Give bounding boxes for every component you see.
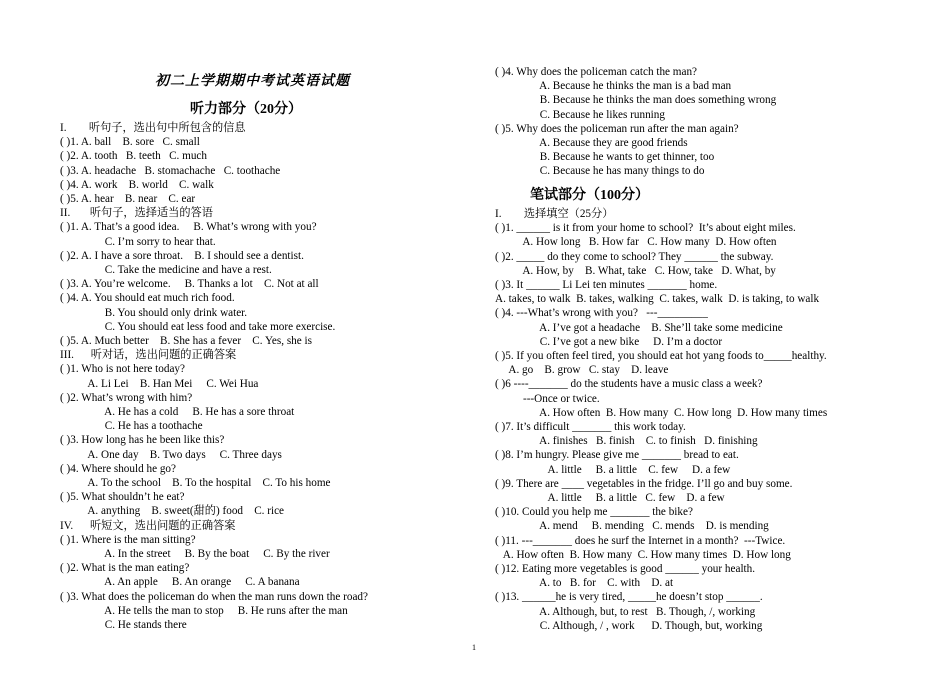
text-line: B. Because he thinks the man does something wrong bbox=[495, 94, 777, 107]
text-line: A. mend B. mending C. mends D. is mending bbox=[495, 520, 769, 533]
text-line: ( )4. Where should he go? bbox=[60, 462, 176, 475]
text-line: A. Although, but, to rest B. Though, /, working bbox=[495, 605, 756, 618]
text-line: A. An apple B. An orange C. A banana bbox=[60, 576, 300, 589]
page-title: 初二上学期期中考试英语试题 bbox=[155, 74, 350, 89]
text-line: C. He has a toothache bbox=[60, 420, 203, 433]
text-line: ( )7. It’s difficult _______ this work today. bbox=[495, 421, 686, 433]
text-line: ( )9. There are ____ vegetables in the fridge. I’ll go and buy some. bbox=[495, 477, 793, 490]
text-line: B. You should only drink water. bbox=[60, 306, 248, 319]
text-line: ( )4. A. work B. world C. walk bbox=[60, 178, 214, 191]
text-line: A. to B. for C. with D. at bbox=[495, 577, 674, 590]
text-line: C. You should eat less food and take more exercise. bbox=[60, 320, 336, 333]
text-line: A. Li Lei B. Han Mei C. Wei Hua bbox=[60, 377, 259, 390]
text-line: ( )3. It ______ Li Lei ten minutes _______ home. bbox=[495, 279, 718, 291]
text-line: ( )1. ______ is it from your home to school? It’s about eight miles. bbox=[495, 222, 796, 235]
text-line: C. Because he has many things to do bbox=[495, 165, 705, 178]
text-line: ( )3. What does the policeman do when the man runs down the road? bbox=[60, 590, 368, 603]
text-line: ( )1. A. ball B. sore C. small bbox=[60, 136, 200, 149]
text-line: ---Once or twice. bbox=[495, 392, 600, 405]
text-line: IV. 听短文，选出问题的正确答案 bbox=[60, 519, 236, 532]
text-line: ( )3. How long has he been like this? bbox=[60, 434, 225, 447]
text-line: A. I’ve got a headache B. She’ll take some medicine bbox=[495, 321, 783, 334]
text-line: ( )2. A. I have a sore throat. B. I should see a dentist. bbox=[60, 249, 304, 262]
text-line: A. little B. a little C. few D. a few bbox=[495, 492, 725, 504]
text-line: C. Because he likes running bbox=[495, 108, 665, 121]
text-line: ( )5. What shouldn’t he eat? bbox=[60, 491, 185, 504]
text-line: ( )11. ---_______ does he surf the Internet in a month? ---Twice. bbox=[495, 534, 786, 547]
text-line: C. He stands there bbox=[60, 619, 187, 631]
text-line: A. In the street B. By the boat C. By the river bbox=[60, 548, 330, 560]
text-line: A. little B. a little C. few D. a few bbox=[495, 463, 731, 476]
text-line: ( )5. Why does the policeman run after the man again? bbox=[495, 122, 739, 135]
text-line: III. 听对话，选出问题的正确答案 bbox=[60, 349, 237, 362]
text-line: B. Because he wants to get thinner, too bbox=[495, 151, 715, 164]
text-line: A. finishes B. finish C. to finish D. finishing bbox=[495, 435, 758, 448]
text-line: A. Because they are good friends bbox=[495, 137, 688, 149]
text-line: ( )2. A. tooth B. teeth C. much bbox=[60, 150, 207, 163]
text-line: ( )13. ______he is very tired, _____he doesn’t stop ______. bbox=[495, 591, 763, 604]
text-line: C. Take the medicine and have a rest. bbox=[60, 264, 272, 276]
text-line: ( )3. A. You’re welcome. B. Thanks a lot C. Not at all bbox=[60, 278, 319, 291]
text-line: ( )6 ----_______ do the students have a music class a week? bbox=[495, 378, 763, 391]
text-line: C. I’ve got a new bike D. I’m a doctor bbox=[495, 335, 723, 348]
text-line: A. How often B. How many C. How many times D. How long bbox=[495, 548, 791, 561]
text-line: I. 选择填空（25分） bbox=[495, 208, 614, 220]
text-line: A. He has a cold B. He has a sore throat bbox=[60, 406, 295, 418]
text-line: A. go B. grow C. stay D. leave bbox=[495, 364, 669, 377]
text-line: ( )1. Where is the man sitting? bbox=[60, 533, 196, 546]
text-line: A. How, by B. What, take C. How, take D. What, by bbox=[495, 264, 776, 277]
text-line: A. He tells the man to stop B. He runs after the man bbox=[60, 604, 348, 617]
page-number: 1 bbox=[472, 643, 476, 652]
text-line: ( )2. What is the man eating? bbox=[60, 562, 190, 575]
text-line: I. 听句子，选出句中所包含的信息 bbox=[60, 122, 246, 134]
text-line: A. How long B. How far C. How many D. How often bbox=[495, 236, 777, 249]
text-line: A. anything B. sweet(甜的) food C. rice bbox=[60, 505, 285, 518]
text-line: ( )4. Why does the policeman catch the man? bbox=[495, 66, 698, 78]
writing-section-heading: 笔试部分（100分） bbox=[530, 188, 649, 203]
text-line: A. Because he thinks the man is a bad man bbox=[495, 80, 732, 93]
text-line: ( )5. A. Much better B. She has a fever C. Yes, she is bbox=[60, 335, 312, 347]
text-line: C. Although, / , work D. Though, but, working bbox=[495, 619, 763, 632]
text-line: II. 听句子，选择适当的答语 bbox=[60, 207, 213, 220]
text-line: ( )4. ---What’s wrong with you? ---_________ bbox=[495, 307, 708, 320]
text-line: A. How often B. How many C. How long D. How many times bbox=[495, 406, 828, 419]
text-line: A. One day B. Two days C. Three days bbox=[60, 448, 282, 461]
text-line: ( )5. A. hear B. near C. ear bbox=[60, 193, 196, 205]
text-line: A. To the school B. To the hospital C. To his home bbox=[60, 477, 331, 489]
text-line: ( )10. Could you help me _______ the bike? bbox=[495, 506, 693, 519]
text-line: ( )8. I’m hungry. Please give me _______ bread to eat. bbox=[495, 449, 739, 462]
text-line: ( )3. A. headache B. stomachache C. toothache bbox=[60, 164, 281, 177]
text-line: ( )2. _____ do they come to school? They ______ the subway. bbox=[495, 250, 774, 263]
listening-section-heading: 听力部分（20分） bbox=[190, 102, 302, 117]
text-line: ( )1. Who is not here today? bbox=[60, 363, 185, 376]
text-line: ( )4. A. You should eat much rich food. bbox=[60, 292, 235, 305]
text-line: C. I’m sorry to hear that. bbox=[60, 235, 216, 248]
text-line: A. takes, to walk B. takes, walking C. takes, walk D. is taking, to walk bbox=[495, 293, 820, 306]
text-line: ( )12. Eating more vegetables is good ______ your health. bbox=[495, 563, 756, 575]
text-line: ( )2. What’s wrong with him? bbox=[60, 391, 193, 404]
text-line: ( )1. A. That’s a good idea. B. What’s wrong with you? bbox=[60, 221, 317, 234]
text-line: ( )5. If you often feel tired, you should eat hot yang foods to_____healthy. bbox=[495, 350, 827, 362]
